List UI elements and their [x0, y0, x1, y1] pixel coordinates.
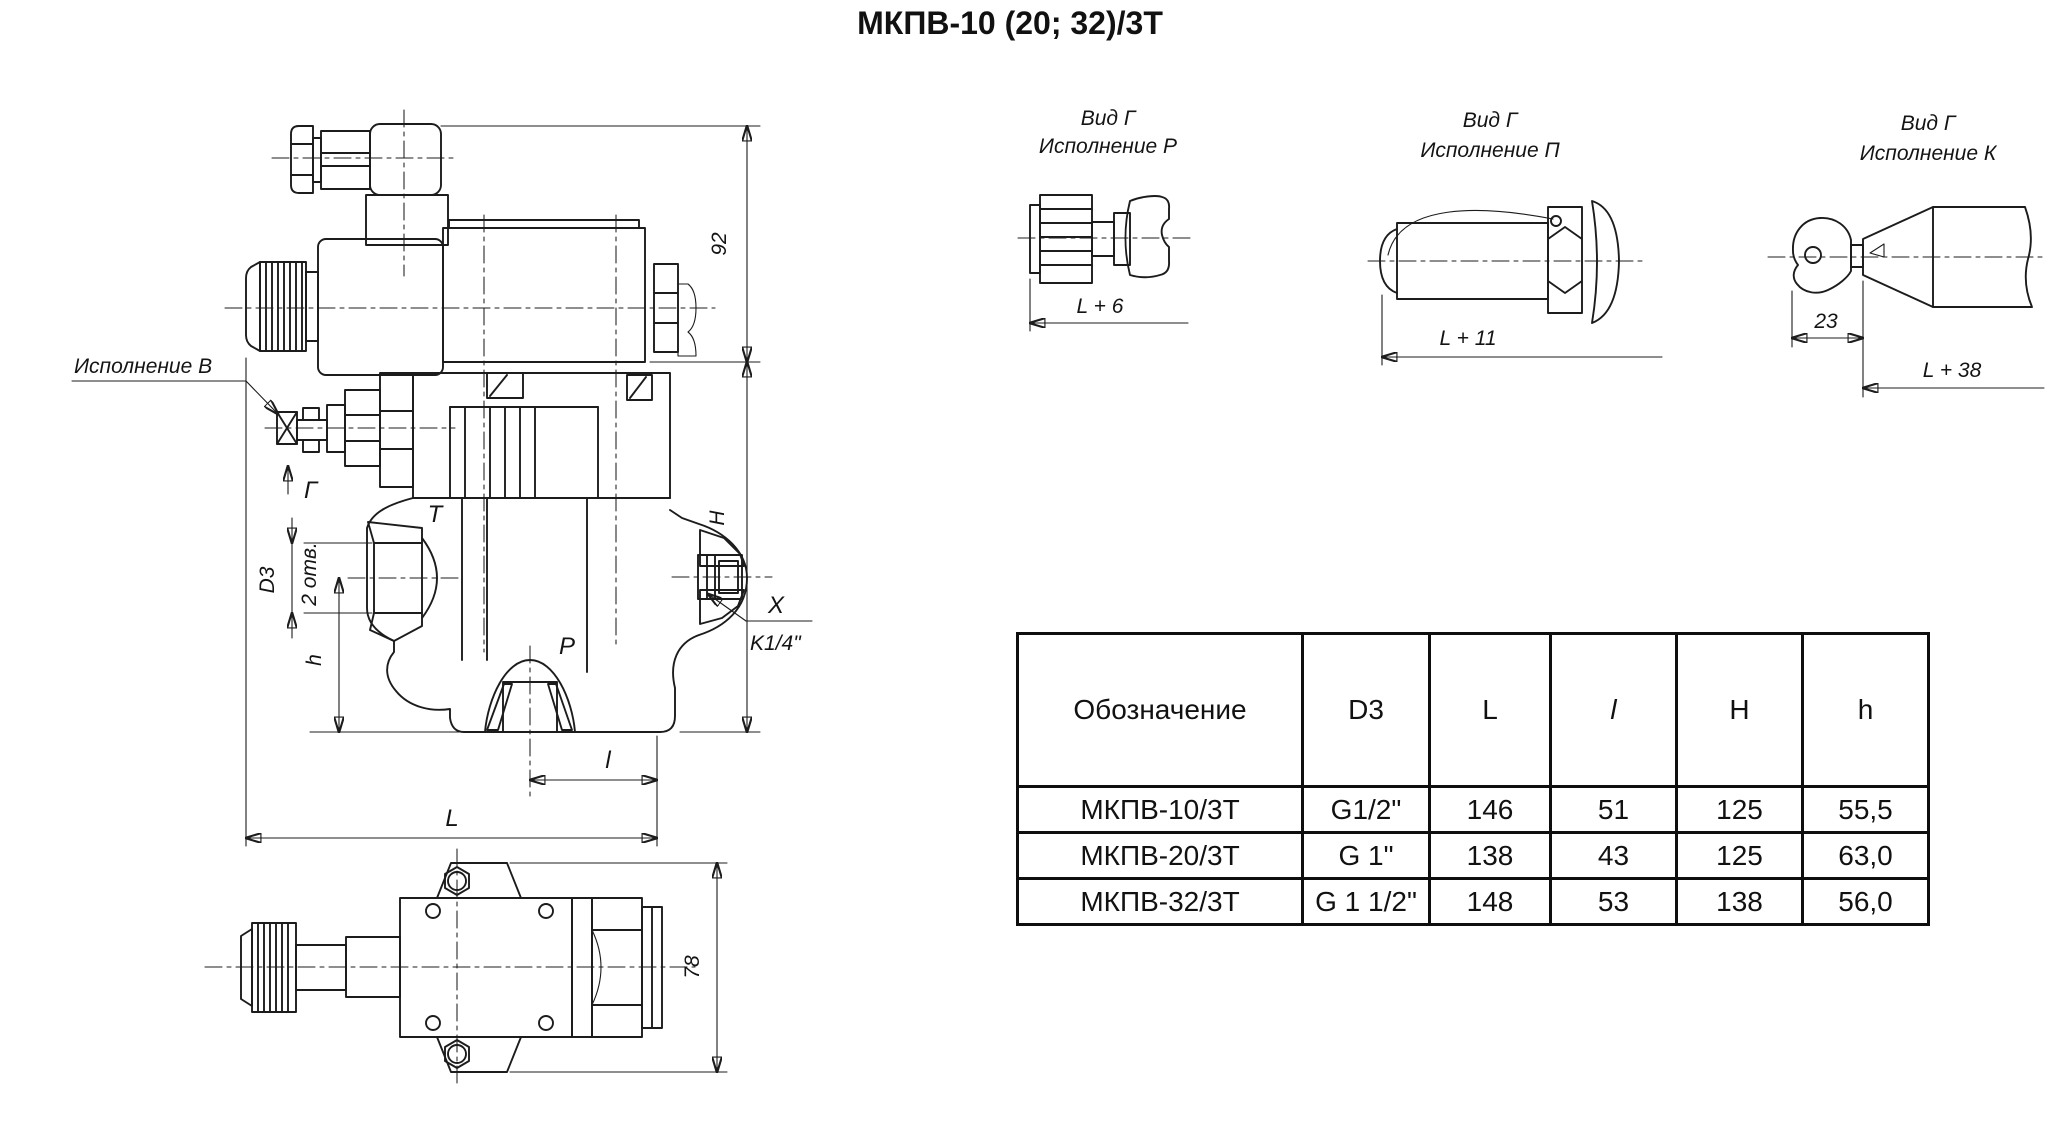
- col-header-designation: Обозначение: [1018, 634, 1303, 787]
- detail-p-view-title: Вид Г: [1462, 109, 1518, 132]
- detail-k-dim-l38-label: L + 38: [1922, 359, 1982, 382]
- cell-h: 55,5: [1803, 787, 1929, 833]
- dimensions-table: [1016, 632, 1930, 926]
- dimension-h: [303, 578, 464, 732]
- main-section-view: [60, 60, 820, 870]
- detail-k-variant-title: Исполнение К: [1859, 142, 1997, 165]
- detail-view-r: [990, 85, 1250, 355]
- cell-h: 56,0: [1803, 879, 1929, 925]
- table-header-row: [1018, 634, 1929, 787]
- plan-view: [150, 845, 830, 1127]
- cell-d3: G 1": [1303, 833, 1430, 879]
- detail-r-view-title: Вид Г: [1080, 107, 1136, 130]
- detail-r-dim-label: L + 6: [1076, 295, 1124, 318]
- detail-p-dimension: [1382, 295, 1662, 365]
- col-header-L: L: [1430, 634, 1551, 787]
- dim-L-label: L: [445, 805, 459, 832]
- dimension-92: [441, 126, 760, 362]
- dimension-H: [680, 362, 760, 732]
- detail-p-variant-title: Исполнение П: [1420, 139, 1560, 162]
- dimension-l: [530, 736, 657, 846]
- cell-d3: G1/2": [1303, 787, 1430, 833]
- p-port: [485, 633, 575, 796]
- electrical-connector: [272, 110, 458, 276]
- cell-H: 138: [1677, 879, 1803, 925]
- col-header-l: l: [1551, 634, 1677, 787]
- table-row: [1018, 879, 1929, 925]
- col-header-H: H: [1677, 634, 1803, 787]
- cell-H: 125: [1677, 833, 1803, 879]
- cell-H: 125: [1677, 787, 1803, 833]
- dim-H-label: H: [706, 510, 729, 526]
- cell-l: 51: [1551, 787, 1677, 833]
- col-header-h: h: [1803, 634, 1929, 787]
- dim-2otv-label: 2 отв.: [298, 542, 321, 606]
- t-port: [348, 501, 460, 641]
- x-port: [672, 530, 772, 624]
- detail-k-dimension-l38: [1863, 359, 2044, 388]
- detail-k-view-title: Вид Г: [1900, 112, 1956, 135]
- detail-p-drawing: [1368, 201, 1645, 323]
- drawing-title: МКПВ-10 (20; 32)/3Т: [857, 5, 1163, 41]
- detail-view-p: [1360, 85, 1680, 385]
- dim-D3-label: D3: [256, 566, 279, 594]
- table-row: [1018, 833, 1929, 879]
- detail-r-drawing: [1018, 195, 1190, 283]
- detail-k-drawing: [1768, 207, 2044, 307]
- port-x-label: X: [767, 592, 785, 619]
- detail-r-dimension: [1030, 279, 1188, 331]
- cell-d3: G 1 1/2": [1303, 879, 1430, 925]
- port-x-thread: K1/4": [750, 632, 801, 655]
- variant-b-label: Исполнение В: [74, 355, 213, 378]
- cell-designation: МКПВ-32/3Т: [1018, 879, 1303, 925]
- cell-designation: МКПВ-20/3Т: [1018, 833, 1303, 879]
- detail-k-dimension-23: [1792, 281, 1863, 397]
- col-header-d3: D3: [1303, 634, 1430, 787]
- detail-k-dim-23-label: 23: [1814, 310, 1838, 333]
- cell-designation: МКПВ-10/3Т: [1018, 787, 1303, 833]
- variant-b-callout: [72, 355, 278, 414]
- port-t-label: T: [427, 501, 443, 528]
- cell-l: 53: [1551, 879, 1677, 925]
- cell-L: 148: [1430, 879, 1551, 925]
- dim-78-label: 78: [681, 955, 704, 979]
- view-direction-arrow: [288, 466, 319, 504]
- detail-r-variant-title: Исполнение Р: [1038, 135, 1178, 158]
- cell-h: 63,0: [1803, 833, 1929, 879]
- cell-L: 146: [1430, 787, 1551, 833]
- port-p-label: P: [558, 633, 576, 660]
- table-row: [1018, 787, 1929, 833]
- adjustment-knob: [246, 262, 318, 351]
- plan-body: [205, 849, 695, 1087]
- detail-view-k: [1720, 85, 2048, 415]
- view-letter: Г: [304, 477, 318, 504]
- detail-p-dim-label: L + 11: [1439, 327, 1497, 350]
- dim-h-label: h: [303, 654, 326, 666]
- cell-l: 43: [1551, 833, 1677, 879]
- cell-L: 138: [1430, 833, 1551, 879]
- manual-override-stem: [265, 373, 455, 487]
- dim-l-label: l: [605, 747, 611, 774]
- dim-92-label: 92: [708, 232, 731, 256]
